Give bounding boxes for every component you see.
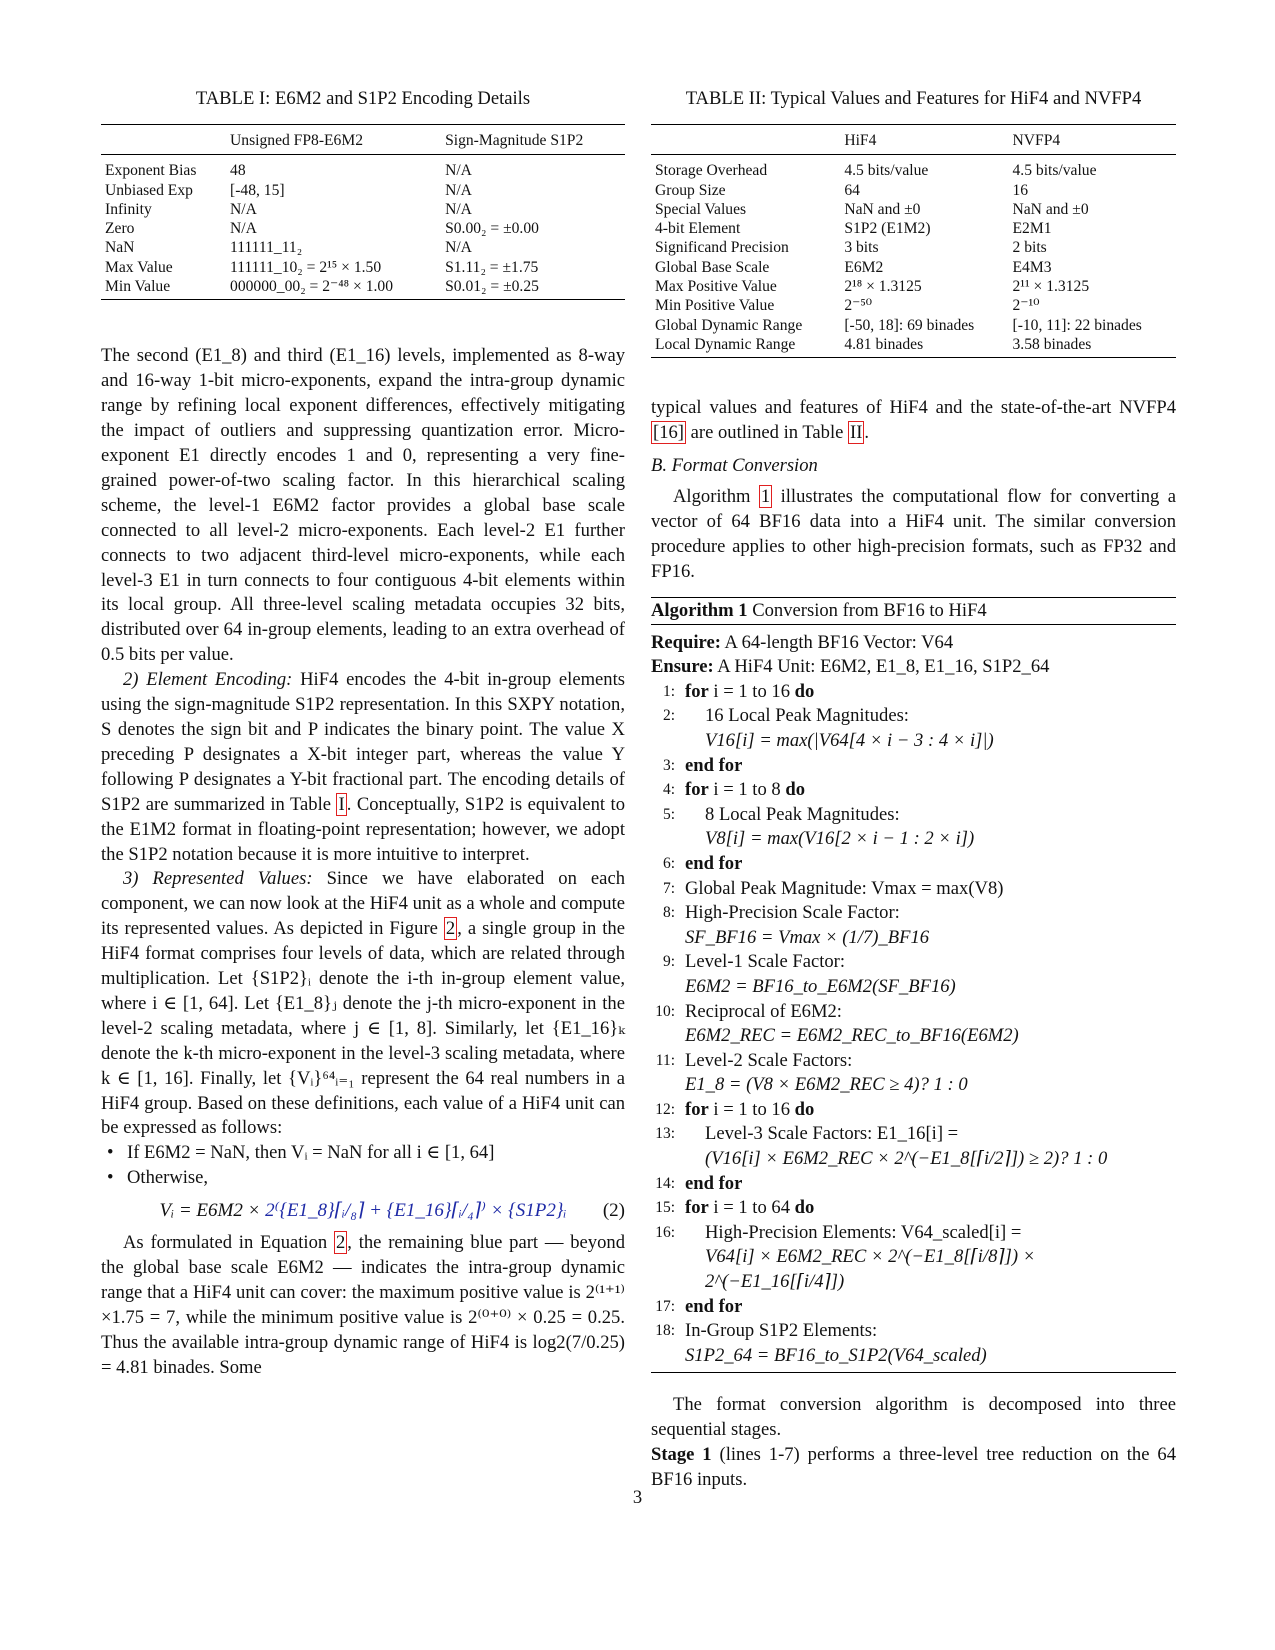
line-number: 12: xyxy=(655,1100,675,1118)
table2-cell: 2 bits xyxy=(1012,239,1047,257)
left-column xyxy=(101,88,625,1381)
table2-cell: 4.5 bits/value xyxy=(1012,162,1097,180)
table2-cell: NaN and ±0 xyxy=(844,200,921,218)
bullet-nan: • If E6M2 = NaN, then Vᵢ = NaN for all i ∈ [1, 64] xyxy=(101,1141,625,1166)
algorithm-keyword: end for xyxy=(685,754,743,776)
table1-cell: Max Value xyxy=(105,258,173,276)
algorithm-line-formula: V64[i] × E6M2_REC × 2^(−E1_8[⌈i/8⌉]) × 2^(−E1_16[⌈i/4⌉]) xyxy=(705,1246,1036,1293)
algorithm-line-formula: V8[i] = max(V16[2 × i − 1 : 2 × i]) xyxy=(705,828,975,850)
algorithm-line xyxy=(651,754,1176,779)
algorithm-line xyxy=(651,1000,1176,1025)
line-number: 18: xyxy=(655,1322,675,1340)
line-number: 11: xyxy=(655,1051,675,1069)
table2-caption: TABLE II: Typical Values and Features for HiF4 and NVFP4 xyxy=(685,88,1142,109)
table2-row xyxy=(651,238,1176,257)
algorithm-line xyxy=(651,803,1176,828)
table2-row xyxy=(651,277,1176,296)
algorithm-keyword: do xyxy=(794,1098,815,1120)
algorithm-line-text: Global Peak Magnitude: Vmax = max(V8) xyxy=(685,877,1004,899)
algorithm-line-text: Level-3 Scale Factors: E1_16[i] = xyxy=(705,1123,959,1145)
para2-text-b: illustrates the computational flow for converting a vector of 64 BF16 data into a HiF4 unit. The similar conversion procedure applies to other high-precision formats, such as FP32 and FP16. xyxy=(651,485,1176,582)
table2-cell: E2M1 xyxy=(1012,220,1052,238)
para1-text-a: typical values and features of HiF4 and the state-of-the-art NVFP4 xyxy=(651,397,1176,419)
algorithm-line xyxy=(651,1172,1176,1197)
algorithm1-ref-link[interactable]: 1 xyxy=(760,485,771,507)
table2-cell: Significand Precision xyxy=(655,239,789,257)
line-number: 17: xyxy=(655,1297,675,1315)
table1-row xyxy=(101,238,625,257)
para1-text-c: . xyxy=(864,422,870,444)
line-number: 7: xyxy=(662,879,675,897)
algorithm-line xyxy=(651,1098,1176,1123)
page-number: 3 xyxy=(632,1487,643,1508)
line-number: 8: xyxy=(662,904,675,922)
table2-cell: S1P2 (E1M2) xyxy=(844,220,931,238)
para-last-text-a: As formulated in Equation xyxy=(123,1232,334,1254)
line-number: 15: xyxy=(655,1199,675,1217)
table2-cell: Global Dynamic Range xyxy=(655,316,803,334)
table2-ref-link[interactable]: II xyxy=(850,422,863,444)
table2-cell: E4M3 xyxy=(1012,258,1052,276)
table2-row xyxy=(651,200,1176,219)
algorithm-keyword: for xyxy=(685,779,709,801)
algorithm-keyword: end for xyxy=(685,852,743,874)
algorithm-line xyxy=(651,778,1176,803)
table2-cell: Max Positive Value xyxy=(655,278,777,296)
line-number: 16: xyxy=(655,1223,675,1241)
line-number: 9: xyxy=(662,953,675,971)
right-paragraph-2 xyxy=(651,485,1176,585)
equation-number: (2) xyxy=(602,1200,625,1222)
table2-cell: NaN and ±0 xyxy=(1012,200,1089,218)
table2-cell: Storage Overhead xyxy=(655,162,768,180)
table1-cell: 48 xyxy=(230,162,246,180)
left-paragraph-1: The second (E1_8) and third (E1_16) levels, implemented as 8-way and 16-way 1-bit micro-exponents, expand the intra-group dynamic range by refining local exponent differences, effectively mitigating the impact of outliers and suppressing quantization error. Micro-exponent E1 directly encodes 1 and 0, representing a very fine-grained power-of-two scaling factor. In this hierarchical scaling scheme, the level-1 E6M2 factor provides a global base scale connected to all level-2 micro-exponents. Each level-2 E1 further connects to two adjacent third-level micro-exponents, while each level-3 E1 in turn connects to four contiguous 4-bit elements within its local group. All three-level scaling metadata occupies 32 bits, distributed over 64 in-group elements, leading to an extra overhead of 0.5 bits per value. xyxy=(101,345,625,666)
bullet-otherwise: • Otherwise, xyxy=(101,1166,625,1191)
table2-row xyxy=(651,296,1176,315)
figure2-ref-link[interactable]: 2 xyxy=(445,918,456,940)
right-paragraph-3: The format conversion algorithm is decomposed into three sequential stages. xyxy=(651,1394,1176,1441)
algorithm-line xyxy=(651,1319,1176,1344)
line-number: 5: xyxy=(662,805,675,823)
table1-ref-link[interactable]: I xyxy=(338,793,345,815)
table2-cell: 2⁻⁵⁰ xyxy=(844,297,873,315)
algorithm-line-formula: E6M2 = BF16_to_E6M2(SF_BF16) xyxy=(685,975,956,997)
table1-cell: N/A xyxy=(230,220,257,238)
algorithm-line xyxy=(651,704,1176,729)
algorithm-1 xyxy=(651,597,1176,1374)
para1-text-b: are outlined in Table xyxy=(685,422,849,444)
table1-row xyxy=(101,200,625,219)
table1-cell: N/A xyxy=(445,162,472,180)
line-number: 3: xyxy=(662,756,675,774)
algorithm-keyword: end for xyxy=(685,1295,743,1317)
algorithm-line-formula: V16[i] = max(|V64[4 × i − 3 : 4 × i]|) xyxy=(705,729,994,751)
table1-row xyxy=(101,181,625,200)
algorithm-line-text: High-Precision Elements: V64_scaled[i] = xyxy=(705,1221,1022,1243)
table2-row xyxy=(651,155,1176,181)
algorithm-title xyxy=(651,598,1176,625)
table2-row xyxy=(651,335,1176,358)
table1 xyxy=(101,124,625,300)
table2-cell: 2¹¹ × 1.3125 xyxy=(1012,278,1090,296)
table2-header-cell: NVFP4 xyxy=(1012,132,1061,149)
algorithm-line-text: Level-1 Scale Factor: xyxy=(685,951,846,973)
table1-header-cell: Sign-Magnitude S1P2 xyxy=(445,132,584,149)
algorithm-keyword: do xyxy=(785,779,805,801)
table2-row xyxy=(651,316,1176,335)
algorithm-line xyxy=(651,1196,1176,1221)
ensure-text: A HiF4 Unit: E6M2, E1_8, E1_16, S1P2_64 xyxy=(713,656,1050,678)
table1-header-cell xyxy=(101,125,226,155)
algorithm-line xyxy=(651,950,1176,975)
table2-cell: Local Dynamic Range xyxy=(655,335,796,353)
table1-cell: NaN xyxy=(105,239,135,257)
algorithm-keyword: for xyxy=(685,1197,709,1219)
table2-cell: Group Size xyxy=(655,181,726,199)
algorithm-line-text: i = 1 to 64 xyxy=(708,1197,795,1219)
algorithm-line xyxy=(651,680,1176,705)
algorithm-require xyxy=(651,631,1176,656)
table2-cell: 4.81 binades xyxy=(844,335,924,353)
algorithm-title-text: Conversion from BF16 to HiF4 xyxy=(747,599,987,621)
algorithm-line xyxy=(651,1122,1176,1147)
algorithm-title-label: Algorithm 1 xyxy=(651,599,748,621)
table2-cell: 3.58 binades xyxy=(1012,335,1092,353)
table2 xyxy=(651,124,1176,358)
right-paragraph-1 xyxy=(651,396,1176,446)
line-number: 14: xyxy=(655,1174,675,1192)
section-2-heading: 2) Element Encoding: xyxy=(123,669,293,691)
table2-cell: 3 bits xyxy=(844,239,879,257)
right-column xyxy=(651,88,1176,1493)
algorithm-line-text: i = 1 to 16 xyxy=(708,1098,795,1120)
left-paragraph-last xyxy=(101,1231,625,1380)
table1-row xyxy=(101,155,625,181)
algorithm-line-text: In-Group S1P2 Elements: xyxy=(685,1320,878,1342)
table2-row xyxy=(651,181,1176,200)
table1-cell: 111111_10₂ = 2¹⁵ × 1.50 xyxy=(230,258,382,276)
equation2-ref-link[interactable]: 2 xyxy=(335,1232,346,1254)
section-3-text-a: Since we have elaborated on each component, we can now look at the HiF4 unit as a whole and compute its represented values. As depicted in Figure xyxy=(101,868,625,940)
section-element-encoding xyxy=(101,668,625,867)
table2-cell: 16 xyxy=(1012,181,1029,199)
line-number: 6: xyxy=(662,854,675,872)
table1-cell: N/A xyxy=(445,200,472,218)
algorithm-line xyxy=(651,877,1176,902)
table2-cell: 64 xyxy=(844,181,860,199)
algorithm-line-formula: (V16[i] × E6M2_REC × 2^(−E1_8[⌈i/2⌉]) ≥ 2)? 1 : 0 xyxy=(705,1148,1108,1170)
algorithm-line xyxy=(651,901,1176,926)
algorithm-line-formula: E1_8 = (V8 × E6M2_REC ≥ 4)? 1 : 0 xyxy=(685,1074,968,1096)
algorithm-line-text: i = 1 to 8 xyxy=(708,779,786,801)
table1-header-cell: Unsigned FP8-E6M2 xyxy=(230,132,364,149)
algorithm-line-text: Level-2 Scale Factors: xyxy=(685,1049,853,1071)
section-2-text-b: . Conceptually, S1P2 is equivalent to the E1M2 format in floating-point representation; however, we adopt the S1P2 notation because it is more intuitive to interpret. xyxy=(101,793,625,865)
stage-1-label: Stage 1 xyxy=(651,1444,712,1466)
table2-cell: Min Positive Value xyxy=(655,297,775,315)
algorithm-keyword: for xyxy=(685,1098,709,1120)
equation-lhs: Vᵢ = E6M2 × xyxy=(159,1200,266,1222)
line-number: 13: xyxy=(655,1125,675,1143)
algorithm-line-text: Reciprocal of E6M2: xyxy=(685,1000,842,1022)
algorithm-line-text: 16 Local Peak Magnitudes: xyxy=(705,705,909,727)
table1-cell: S0.00₂ = ±0.00 xyxy=(445,220,539,238)
table1-cell: 111111_11₂ xyxy=(230,239,303,257)
line-number: 10: xyxy=(655,1002,675,1020)
table1-cell: N/A xyxy=(445,181,472,199)
para2-text-a: Algorithm xyxy=(673,485,759,507)
algorithm-keyword: do xyxy=(794,680,815,702)
table1-cell: Unbiased Exp xyxy=(105,181,193,199)
table2-header-cell xyxy=(651,125,840,155)
section-b-heading: B. Format Conversion xyxy=(651,455,818,477)
table1-cell: S0.01₂ = ±0.25 xyxy=(445,278,539,296)
table2-row xyxy=(651,219,1176,238)
algorithm-keyword: do xyxy=(794,1197,815,1219)
equation-blue-part: 2⁽{E1_8}⌈ᵢ/₈⌉ + {E1_16}⌈ᵢ/₄⌉⁾ × {S1P2}ᵢ xyxy=(265,1200,567,1222)
table2-header-cell: HiF4 xyxy=(844,132,877,149)
table2-cell: 4-bit Element xyxy=(655,220,741,238)
stage-1-text: (lines 1-7) performs a three-level tree reduction on the 64 BF16 inputs. xyxy=(651,1444,1176,1491)
table2-cell: [-10, 11]: 22 binades xyxy=(1012,316,1142,334)
table1-row xyxy=(101,258,625,277)
table1-row xyxy=(101,277,625,300)
table2-cell: [-50, 18]: 69 binades xyxy=(844,316,975,334)
table2-cell: Special Values xyxy=(655,200,747,218)
section-2-text-a: HiF4 encodes the 4-bit in-group elements using the sign-magnitude S1P2 representation. In this SXPY notation, S denotes the sign bit and P indicates the binary point. The value X preceding P designates a X-bit integer part, whereas the value Y following P designates a Y-bit fractional part. The encoding details of S1P2 are summarized in Table xyxy=(101,669,625,815)
table2-cell: E6M2 xyxy=(844,258,884,276)
algorithm-line xyxy=(651,1295,1176,1320)
line-number: 4: xyxy=(662,781,675,799)
algorithm-ensure xyxy=(651,655,1176,680)
table2-cell: Global Base Scale xyxy=(655,258,770,276)
table1-cell: N/A xyxy=(445,239,472,257)
section-represented-values xyxy=(101,867,625,1141)
table2-cell: 4.5 bits/value xyxy=(844,162,929,180)
algorithm-keyword: for xyxy=(685,680,709,702)
algorithm-line xyxy=(651,1049,1176,1074)
table1-caption: TABLE I: E6M2 and S1P2 Encoding Details xyxy=(195,88,531,109)
table1-cell: Min Value xyxy=(105,278,171,296)
table1-cell: Zero xyxy=(105,220,135,238)
table2-cell: 2⁻¹⁰ xyxy=(1012,297,1040,315)
table1-cell: Exponent Bias xyxy=(105,162,197,180)
algorithm-line-formula: E6M2_REC = E6M2_REC_to_BF16(E6M2) xyxy=(685,1025,1019,1047)
section-3-heading: 3) Represented Values: xyxy=(123,868,313,890)
algorithm-line-text: i = 1 to 16 xyxy=(708,680,795,702)
algorithm-line xyxy=(651,852,1176,877)
algorithm-line-formula: S1P2_64 = BF16_to_S1P2(V64_scaled) xyxy=(685,1344,987,1366)
algorithm-line-text: 8 Local Peak Magnitudes: xyxy=(705,803,900,825)
line-number: 2: xyxy=(662,707,675,725)
algorithm-body xyxy=(651,625,1176,1373)
table1-row xyxy=(101,219,625,238)
stage-1-paragraph xyxy=(651,1443,1176,1493)
require-text: A 64-length BF16 Vector: V64 xyxy=(720,631,954,653)
table1-cell: [-48, 15] xyxy=(230,181,285,199)
table1-cell: Infinity xyxy=(105,200,152,218)
algorithm-line-text: High-Precision Scale Factor: xyxy=(685,902,900,924)
ensure-label: Ensure: xyxy=(651,656,714,678)
table2-row xyxy=(651,258,1176,277)
section-3-text-b: , a single group in the HiF4 format comprises four levels of data, which are related through multiplication. Let {S1P2}ᵢ denote the i-th in-group element value, where i ∈ [1, 64]. Let {E1_8}ⱼ denote the j-th micro-exponent in the level-2 scaling metadata, where j ∈ [1, 8]. Similarly, let {E1_16}ₖ denote the k-th micro-exponent in the level-3 scaling metadata, where k ∈ [1, 16]. Finally, let {Vᵢ}⁶⁴ᵢ₌₁ represent the 64 real numbers in a HiF4 group. Based on these definitions, each value of a HiF4 unit can be expressed as follows: xyxy=(101,918,625,1139)
equation-2 xyxy=(101,1191,625,1231)
algorithm-line-formula: SF_BF16 = Vmax × (1/7)_BF16 xyxy=(685,926,930,948)
table1-cell: N/A xyxy=(230,200,257,218)
table1-cell: 000000_00₂ = 2⁻⁴⁸ × 1.00 xyxy=(230,278,393,296)
table2-cell: 2¹⁸ × 1.3125 xyxy=(844,278,922,296)
line-number: 1: xyxy=(662,682,675,700)
para-last-text-b: , the remaining blue part — beyond the global base scale E6M2 — indicates the intra-group dynamic range that a HiF4 unit can cover: the maximum positive value is 2⁽¹⁺¹⁾×1.75 = 7, while the minimum positive value is 2⁽⁰⁺⁰⁾ × 0.25 = 0.25. Thus the available intra-group dynamic range of HiF4 is log2(7/0.25) = 4.81 binades. Some xyxy=(101,1232,625,1378)
table1-cell: S1.11₂ = ±1.75 xyxy=(445,258,539,276)
algorithm-keyword: end for xyxy=(685,1172,743,1194)
require-label: Require: xyxy=(651,631,721,653)
algorithm-line xyxy=(651,1221,1176,1246)
citation-16-link[interactable]: [16] xyxy=(653,422,684,444)
